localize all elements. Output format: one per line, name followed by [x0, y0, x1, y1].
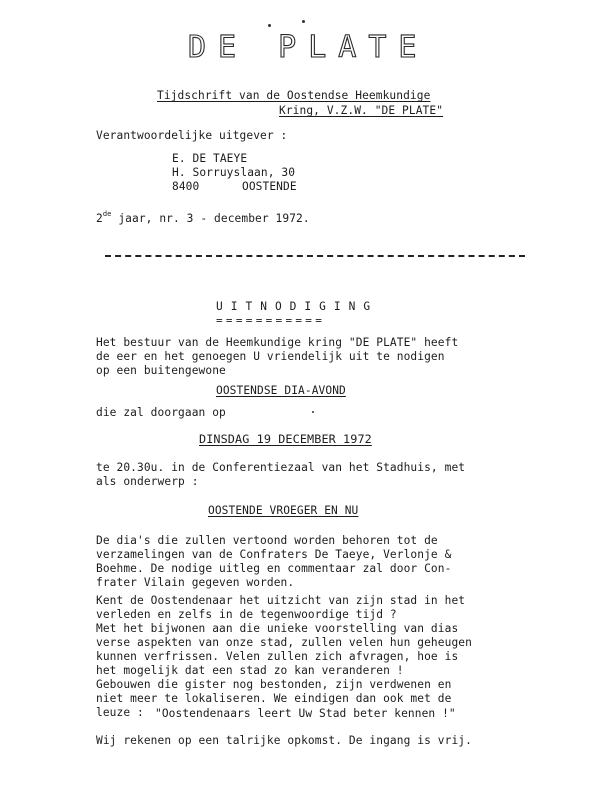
print-speck	[268, 24, 271, 27]
issue-line	[96, 212, 310, 225]
print-speck	[312, 411, 314, 413]
pre-date-text: die zal doorgaan op	[96, 406, 226, 419]
body2-line: verse aspekten van onze stad, zullen velen hun geheugen	[96, 636, 472, 649]
body2-line: Met het bijwonen aan die unieke voorstelling van dias	[96, 622, 459, 635]
body1-line: De dia's die zullen vertoond worden behoren tot de	[96, 534, 438, 547]
subtitle-line-2: Kring, V.Z.W. "DE PLATE"	[279, 104, 444, 117]
masthead-title: DE PLATE	[188, 30, 429, 65]
closing-line: Wij rekenen op een talrijke opkomst. De ingang is vrij.	[96, 734, 472, 747]
publisher-label: Verantwoordelijke uitgever :	[96, 129, 288, 142]
publisher-name: E. DE TAEYE	[172, 152, 248, 165]
body1-line: verzamelingen van de Confraters De Taeye, Verlonje &	[96, 548, 452, 561]
body2-line: het mogelijk dat een stad zo kan veranderen !	[96, 664, 404, 677]
intro-line: op een buitengewone	[96, 364, 226, 377]
motto: "Oostendenaars leert Uw Stad beter kennen !"	[155, 707, 456, 720]
body2-line: kunnen verfrissen. Velen zullen zich afvragen, hoe is	[96, 650, 459, 663]
publisher-street: H. Sorruyslaan, 30	[172, 166, 296, 179]
issue-year-number: 2	[96, 212, 103, 225]
venue-line: als onderwerp :	[96, 475, 199, 488]
issue-details: jaar, nr. 3 - december 1972.	[118, 212, 310, 225]
invitation-heading-underline: ===========	[216, 314, 326, 327]
issue-year-suffix: de	[102, 210, 112, 218]
invitation-heading: UITNODIGING	[216, 300, 379, 313]
body1-line: frater Vilain gegeven worden.	[96, 576, 295, 589]
event-date: DINSDAG 19 DECEMBER 1972	[199, 432, 372, 446]
intro-line: Het bestuur van de Heemkundige kring "DE PLATE" heeft	[96, 336, 459, 349]
body2-line: Gebouwen die gister nog bestonden, zijn verdwenen en	[96, 678, 452, 691]
publisher-postcode: 8400	[172, 180, 200, 193]
topic-title: OOSTENDE VROEGER EN NU	[208, 504, 359, 517]
venue-line: te 20.30u. in de Conferentiezaal van het Stadhuis, met	[96, 461, 466, 474]
separator-rule	[105, 255, 525, 257]
event-title: OOSTENDSE DIA-AVOND	[216, 384, 346, 397]
body2-line: Kent de Oostendenaar het uitzicht van zijn stad in het	[96, 594, 466, 607]
body2-line: leuze :	[96, 706, 144, 719]
intro-line: de eer en het genoegen U vriendelijk uit te nodigen	[96, 350, 445, 363]
print-speck	[302, 20, 305, 23]
body2-line: verleden en zelfs in de tegenwoordige tijd ?	[96, 608, 397, 621]
subtitle-line-1: Tijdschrift van de Oostendse Heemkundige	[157, 89, 431, 102]
body1-line: Boehme. De nodige uitleg en commentaar zal door Con-	[96, 562, 452, 575]
body2-line: niet meer te lokaliseren. We eindigen dan ook met de	[96, 692, 452, 705]
publisher-city: OOSTENDE	[242, 180, 297, 193]
